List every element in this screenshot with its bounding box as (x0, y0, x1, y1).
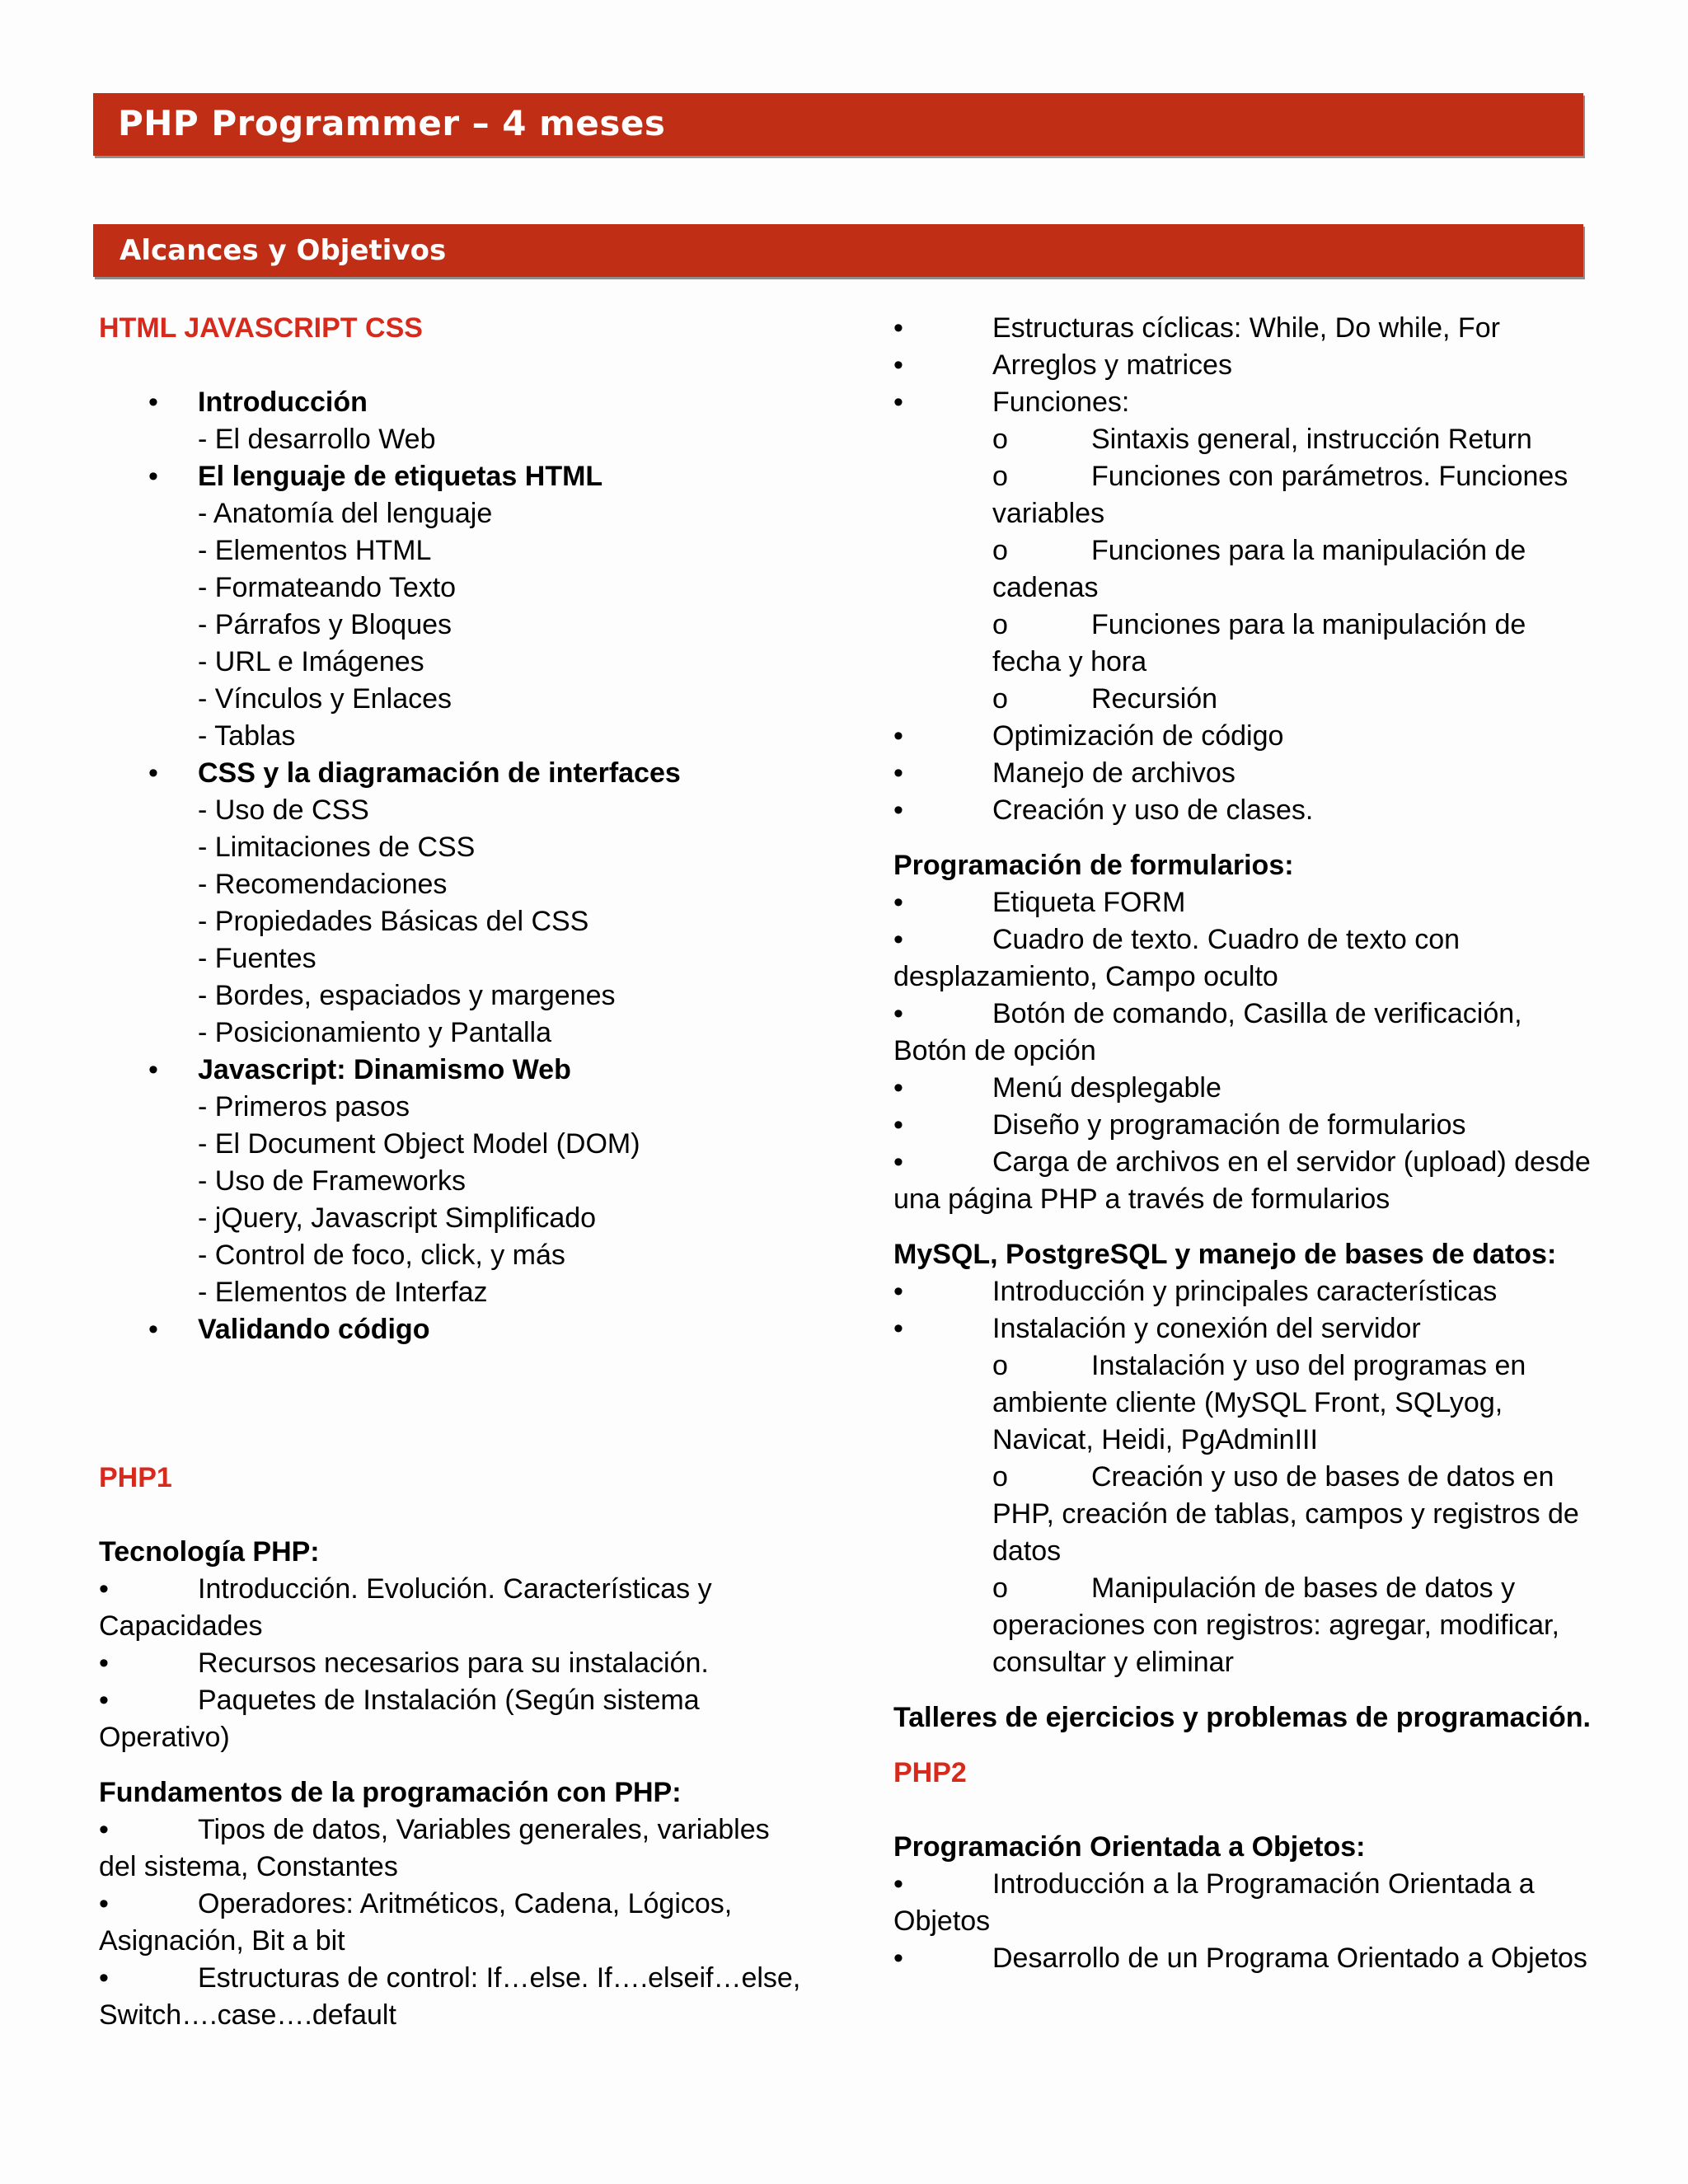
bullet-text: Introducción a la Programación Orientada a (992, 1868, 1535, 1900)
sub-bullet-line (992, 1533, 1602, 1570)
topic-subitem: - Limitaciones de CSS (198, 832, 476, 863)
topic-title: • El lenguaje de etiquetas HTML (198, 461, 603, 492)
bullet-text: Optimización de código (992, 720, 1284, 752)
circle-bullet-icon: o (992, 609, 1008, 640)
sub-bullet-item (893, 1459, 1602, 1570)
topic-subitem: - Propiedades Básicas del CSS (198, 906, 589, 937)
bullet-item (893, 347, 1602, 384)
bullet-item (99, 1886, 841, 1960)
topic-subitem: - Formateando Texto (198, 572, 457, 603)
bullet-line (99, 1719, 841, 1756)
bullet-icon: • (99, 1685, 109, 1716)
bullet-item (893, 1310, 1602, 1347)
bullet-text: Botón de comando, Casilla de verificación, (992, 998, 1522, 1029)
bullet-text: Carga de archivos en el servidor (upload) desde (992, 1146, 1591, 1178)
sub-bullet-text: Funciones para la manipulación de (1091, 535, 1526, 566)
bullet-line (893, 921, 1602, 958)
circle-bullet-icon: o (992, 1461, 1008, 1493)
sub-bullet-line (992, 458, 1602, 495)
funciones-sublist (893, 421, 1602, 718)
mysql-list (893, 1273, 1602, 1347)
bullet-line (893, 1903, 1602, 1940)
bullet-icon: • (893, 312, 903, 344)
bullet-icon: • (893, 1146, 903, 1178)
bullet-line (99, 1608, 841, 1645)
bullet-item (99, 1811, 841, 1886)
bullet-icon: • (99, 1962, 109, 1994)
mysql-heading: MySQL, PostgreSQL y manejo de bases de datos: (893, 1239, 1557, 1270)
bullet-icon: • (893, 720, 903, 752)
bullet-line (893, 1033, 1602, 1070)
bullet-line (99, 1960, 841, 1997)
bullet-item (893, 718, 1602, 755)
sub-bullet-item (893, 681, 1602, 718)
topic-subitem: - El Document Object Model (DOM) (198, 1128, 640, 1160)
bullet-icon: • (99, 1888, 109, 1919)
topic-subitem: - jQuery, Javascript Simplificado (198, 1202, 597, 1234)
html-topics-list (99, 384, 841, 1348)
php1-heading: PHP1 (99, 1462, 172, 1493)
bullet-text: Capacidades (99, 1610, 263, 1642)
talleres-text: Talleres de ejercicios y problemas de programación. (893, 1702, 1591, 1733)
sub-bullet-item (893, 458, 1602, 532)
html-heading: HTML JAVASCRIPT CSS (99, 312, 423, 344)
bullet-icon: • (893, 924, 903, 955)
topic-subitem: - Fuentes (198, 943, 316, 974)
bullet-item (893, 1070, 1602, 1107)
bullet-icon: • (99, 1573, 109, 1605)
sub-bullet-line (992, 1459, 1602, 1496)
bullet-text: Estructuras de control: If…else. If….elseif…else, (198, 1962, 801, 1994)
topic-item (198, 384, 841, 458)
topic-subitem: - Vínculos y Enlaces (198, 683, 452, 715)
topic-subitem: - Uso de Frameworks (198, 1165, 466, 1197)
bullet-text: Estructuras cíclicas: While, Do while, For (992, 312, 1500, 344)
bullet-text: Desarrollo de un Programa Orientado a Objetos (992, 1943, 1587, 1974)
bullet-text: Instalación y conexión del servidor (992, 1313, 1421, 1344)
sub-bullet-line (992, 1422, 1602, 1459)
sub-bullet-line (992, 532, 1602, 569)
bullet-text: una página PHP a través de formularios (893, 1183, 1390, 1215)
circle-bullet-icon: o (992, 424, 1008, 455)
bullet-text: Botón de opción (893, 1035, 1096, 1066)
sub-bullet-text: fecha y hora (992, 646, 1147, 677)
sub-bullet-text: datos (992, 1535, 1062, 1567)
poo-list (893, 1866, 1602, 1977)
mysql-sublist (893, 1347, 1602, 1681)
bullet-text: Objetos (893, 1905, 991, 1937)
topic-title: • CSS y la diagramación de interfaces (198, 757, 681, 789)
fundamentos-list (99, 1811, 841, 2034)
sub-bullet-line (992, 1644, 1602, 1681)
topic-title: • Introducción (198, 387, 368, 418)
topic-item (198, 458, 841, 755)
bullet-item (893, 1866, 1602, 1940)
topic-subitem: - Primeros pasos (198, 1091, 410, 1122)
bullet-item (893, 921, 1602, 996)
right-column (893, 310, 1602, 1977)
sub-bullet-line (992, 1607, 1602, 1644)
circle-bullet-icon: o (992, 535, 1008, 566)
formularios-heading: Programación de formularios: (893, 850, 1294, 881)
bullet-text: Diseño y programación de formularios (992, 1109, 1466, 1141)
sub-bullet-text: consultar y eliminar (992, 1647, 1234, 1678)
bullet-line (99, 1682, 841, 1719)
sub-bullet-text: Recursión (1091, 683, 1218, 715)
bullet-text: Paquetes de Instalación (Según sistema (198, 1685, 700, 1716)
bullet-line (893, 884, 1602, 921)
bullet-item (893, 310, 1602, 347)
bullet-item (893, 384, 1602, 421)
topic-subitem: - Recomendaciones (198, 869, 448, 900)
sub-bullet-text: Manipulación de bases de datos y (1091, 1572, 1516, 1604)
sub-bullet-text: Instalación y uso del programas en (1091, 1350, 1526, 1381)
circle-bullet-icon: o (992, 461, 1008, 492)
circle-bullet-icon: o (992, 683, 1008, 715)
bullet-text: Asignación, Bit a bit (99, 1925, 345, 1957)
bullet-item (893, 755, 1602, 792)
bullet-text: Manejo de archivos (992, 757, 1236, 789)
fundamentos-heading: Fundamentos de la programación con PHP: (99, 1777, 682, 1808)
sub-bullet-text: cadenas (992, 572, 1099, 603)
bullet-text: Introducción y principales características (992, 1276, 1498, 1307)
topic-title: • Validando código (198, 1314, 430, 1345)
bullet-item (99, 1960, 841, 2034)
bullet-icon: • (893, 998, 903, 1029)
poo-heading: Programación Orientada a Objetos: (893, 1831, 1366, 1863)
sub-bullet-item (893, 421, 1602, 458)
bullet-icon: • (893, 887, 903, 918)
sub-bullet-item (893, 532, 1602, 607)
topic-subitem: - Control de foco, click, y más (198, 1240, 565, 1271)
topic-subitem: - Anatomía del lenguaje (198, 498, 493, 529)
bullet-line (893, 1866, 1602, 1903)
sub-bullet-text: ambiente cliente (MySQL Front, SQLyog, (992, 1387, 1503, 1418)
bullet-line (893, 996, 1602, 1033)
bullet-text: Switch….case….default (99, 1999, 396, 2031)
bullet-text: Cuadro de texto. Cuadro de texto con (992, 924, 1461, 955)
sub-bullet-line (992, 644, 1602, 681)
sub-bullet-line (992, 681, 1602, 718)
bullet-text: desplazamiento, Campo oculto (893, 961, 1278, 992)
bullet-icon: • (893, 1313, 903, 1344)
bullet-icon: • (893, 757, 903, 789)
sub-bullet-line (992, 1347, 1602, 1385)
bullet-item (893, 1940, 1602, 1977)
bullet-text: Tipos de datos, Variables generales, variables (198, 1814, 770, 1845)
sub-bullet-line (992, 495, 1602, 532)
bullet-line (893, 1181, 1602, 1218)
bullet-text: Introducción. Evolución. Características y (198, 1573, 712, 1605)
topic-item (198, 1311, 841, 1348)
bullet-text: Recursos necesarios para su instalación. (198, 1647, 709, 1679)
topic-subitem: - Posicionamiento y Pantalla (198, 1017, 552, 1048)
bullet-icon: • (99, 1814, 109, 1845)
circle-bullet-icon: o (992, 1572, 1008, 1604)
sub-bullet-line (992, 569, 1602, 607)
sub-bullet-item (893, 607, 1602, 681)
bullet-item (893, 1107, 1602, 1144)
bullet-text: Funciones: (992, 387, 1130, 418)
sub-bullet-text: Navicat, Heidi, PgAdminIII (992, 1424, 1318, 1455)
sub-bullet-text: variables (992, 498, 1105, 529)
bullet-line (893, 1144, 1602, 1181)
section-header: Alcances y Objetivos (93, 224, 1583, 277)
sub-bullet-line (992, 607, 1602, 644)
sub-bullet-text: Funciones con parámetros. Funciones (1091, 461, 1568, 492)
bullet-line (99, 1997, 841, 2034)
bullet-line (893, 958, 1602, 996)
sub-bullet-item (893, 1570, 1602, 1681)
bullet-line (99, 1849, 841, 1886)
bullet-icon: • (893, 1276, 903, 1307)
sub-bullet-text: Sintaxis general, instrucción Return (1091, 424, 1532, 455)
bullet-line (893, 1940, 1602, 1977)
sub-bullet-item (893, 1347, 1602, 1459)
bullet-text: Arreglos y matrices (992, 349, 1232, 381)
topic-subitem: - El desarrollo Web (198, 424, 436, 455)
bullet-line (99, 1645, 841, 1682)
bullet-line (893, 1107, 1602, 1144)
bullet-item (893, 1273, 1602, 1310)
bullet-item (893, 996, 1602, 1070)
php2-heading: PHP2 (893, 1757, 967, 1788)
topic-subitem: - Párrafos y Bloques (198, 609, 452, 640)
bullet-icon: • (893, 387, 903, 418)
formularios-list (893, 884, 1602, 1218)
bullet-item (893, 884, 1602, 921)
bullet-line (893, 1070, 1602, 1107)
bullet-item (99, 1645, 841, 1682)
sub-bullet-text: Funciones para la manipulación de (1091, 609, 1526, 640)
bullet-icon: • (893, 1943, 903, 1974)
sub-bullet-text: Creación y uso de bases de datos en (1091, 1461, 1554, 1493)
bullet-item (99, 1682, 841, 1756)
topic-subitem: - URL e Imágenes (198, 646, 424, 677)
bullet-text: Operativo) (99, 1722, 230, 1753)
tecnologia-heading: Tecnología PHP: (99, 1536, 320, 1568)
bullet-text: Etiqueta FORM (992, 887, 1186, 918)
bullet-icon: • (893, 349, 903, 381)
sub-bullet-line (992, 1570, 1602, 1607)
sub-bullet-line (992, 421, 1602, 458)
bullet-text: del sistema, Constantes (99, 1851, 398, 1882)
bullet-text: Menú desplegable (992, 1072, 1221, 1104)
circle-bullet-icon: o (992, 1350, 1008, 1381)
topic-item (198, 755, 841, 1052)
bullet-line (99, 1811, 841, 1849)
bullet-item (99, 1571, 841, 1645)
sub-bullet-line (992, 1385, 1602, 1422)
bullet-item (893, 1144, 1602, 1218)
bullet-item (893, 792, 1602, 829)
bullet-text: Operadores: Aritméticos, Cadena, Lógicos, (198, 1888, 733, 1919)
bullet-icon: • (893, 1072, 903, 1104)
topic-item (198, 1052, 841, 1311)
sub-bullet-line (992, 1496, 1602, 1533)
topic-subitem: - Elementos de Interfaz (198, 1277, 488, 1308)
bullet-line (99, 1923, 841, 1960)
sub-bullet-text: PHP, creación de tablas, campos y registros de (992, 1498, 1579, 1530)
bullet-icon: • (893, 1868, 903, 1900)
topic-title: • Javascript: Dinamismo Web (198, 1054, 571, 1085)
bullet-text: Creación y uso de clases. (992, 794, 1314, 826)
right-top-list (893, 310, 1602, 421)
right-after-list (893, 718, 1602, 829)
bullet-line (99, 1571, 841, 1608)
topic-subitem: - Tablas (198, 720, 296, 752)
tecnologia-list (99, 1571, 841, 1756)
bullet-line (99, 1886, 841, 1923)
topic-subitem: - Elementos HTML (198, 535, 432, 566)
left-column (99, 310, 841, 2034)
topic-subitem: - Uso de CSS (198, 794, 369, 826)
topic-subitem: - Bordes, espaciados y margenes (198, 980, 616, 1011)
bullet-icon: • (893, 1109, 903, 1141)
bullet-icon: • (99, 1647, 109, 1679)
page-title: PHP Programmer – 4 meses (93, 93, 1583, 156)
bullet-icon: • (893, 794, 903, 826)
sub-bullet-text: operaciones con registros: agregar, modificar, (992, 1610, 1559, 1641)
